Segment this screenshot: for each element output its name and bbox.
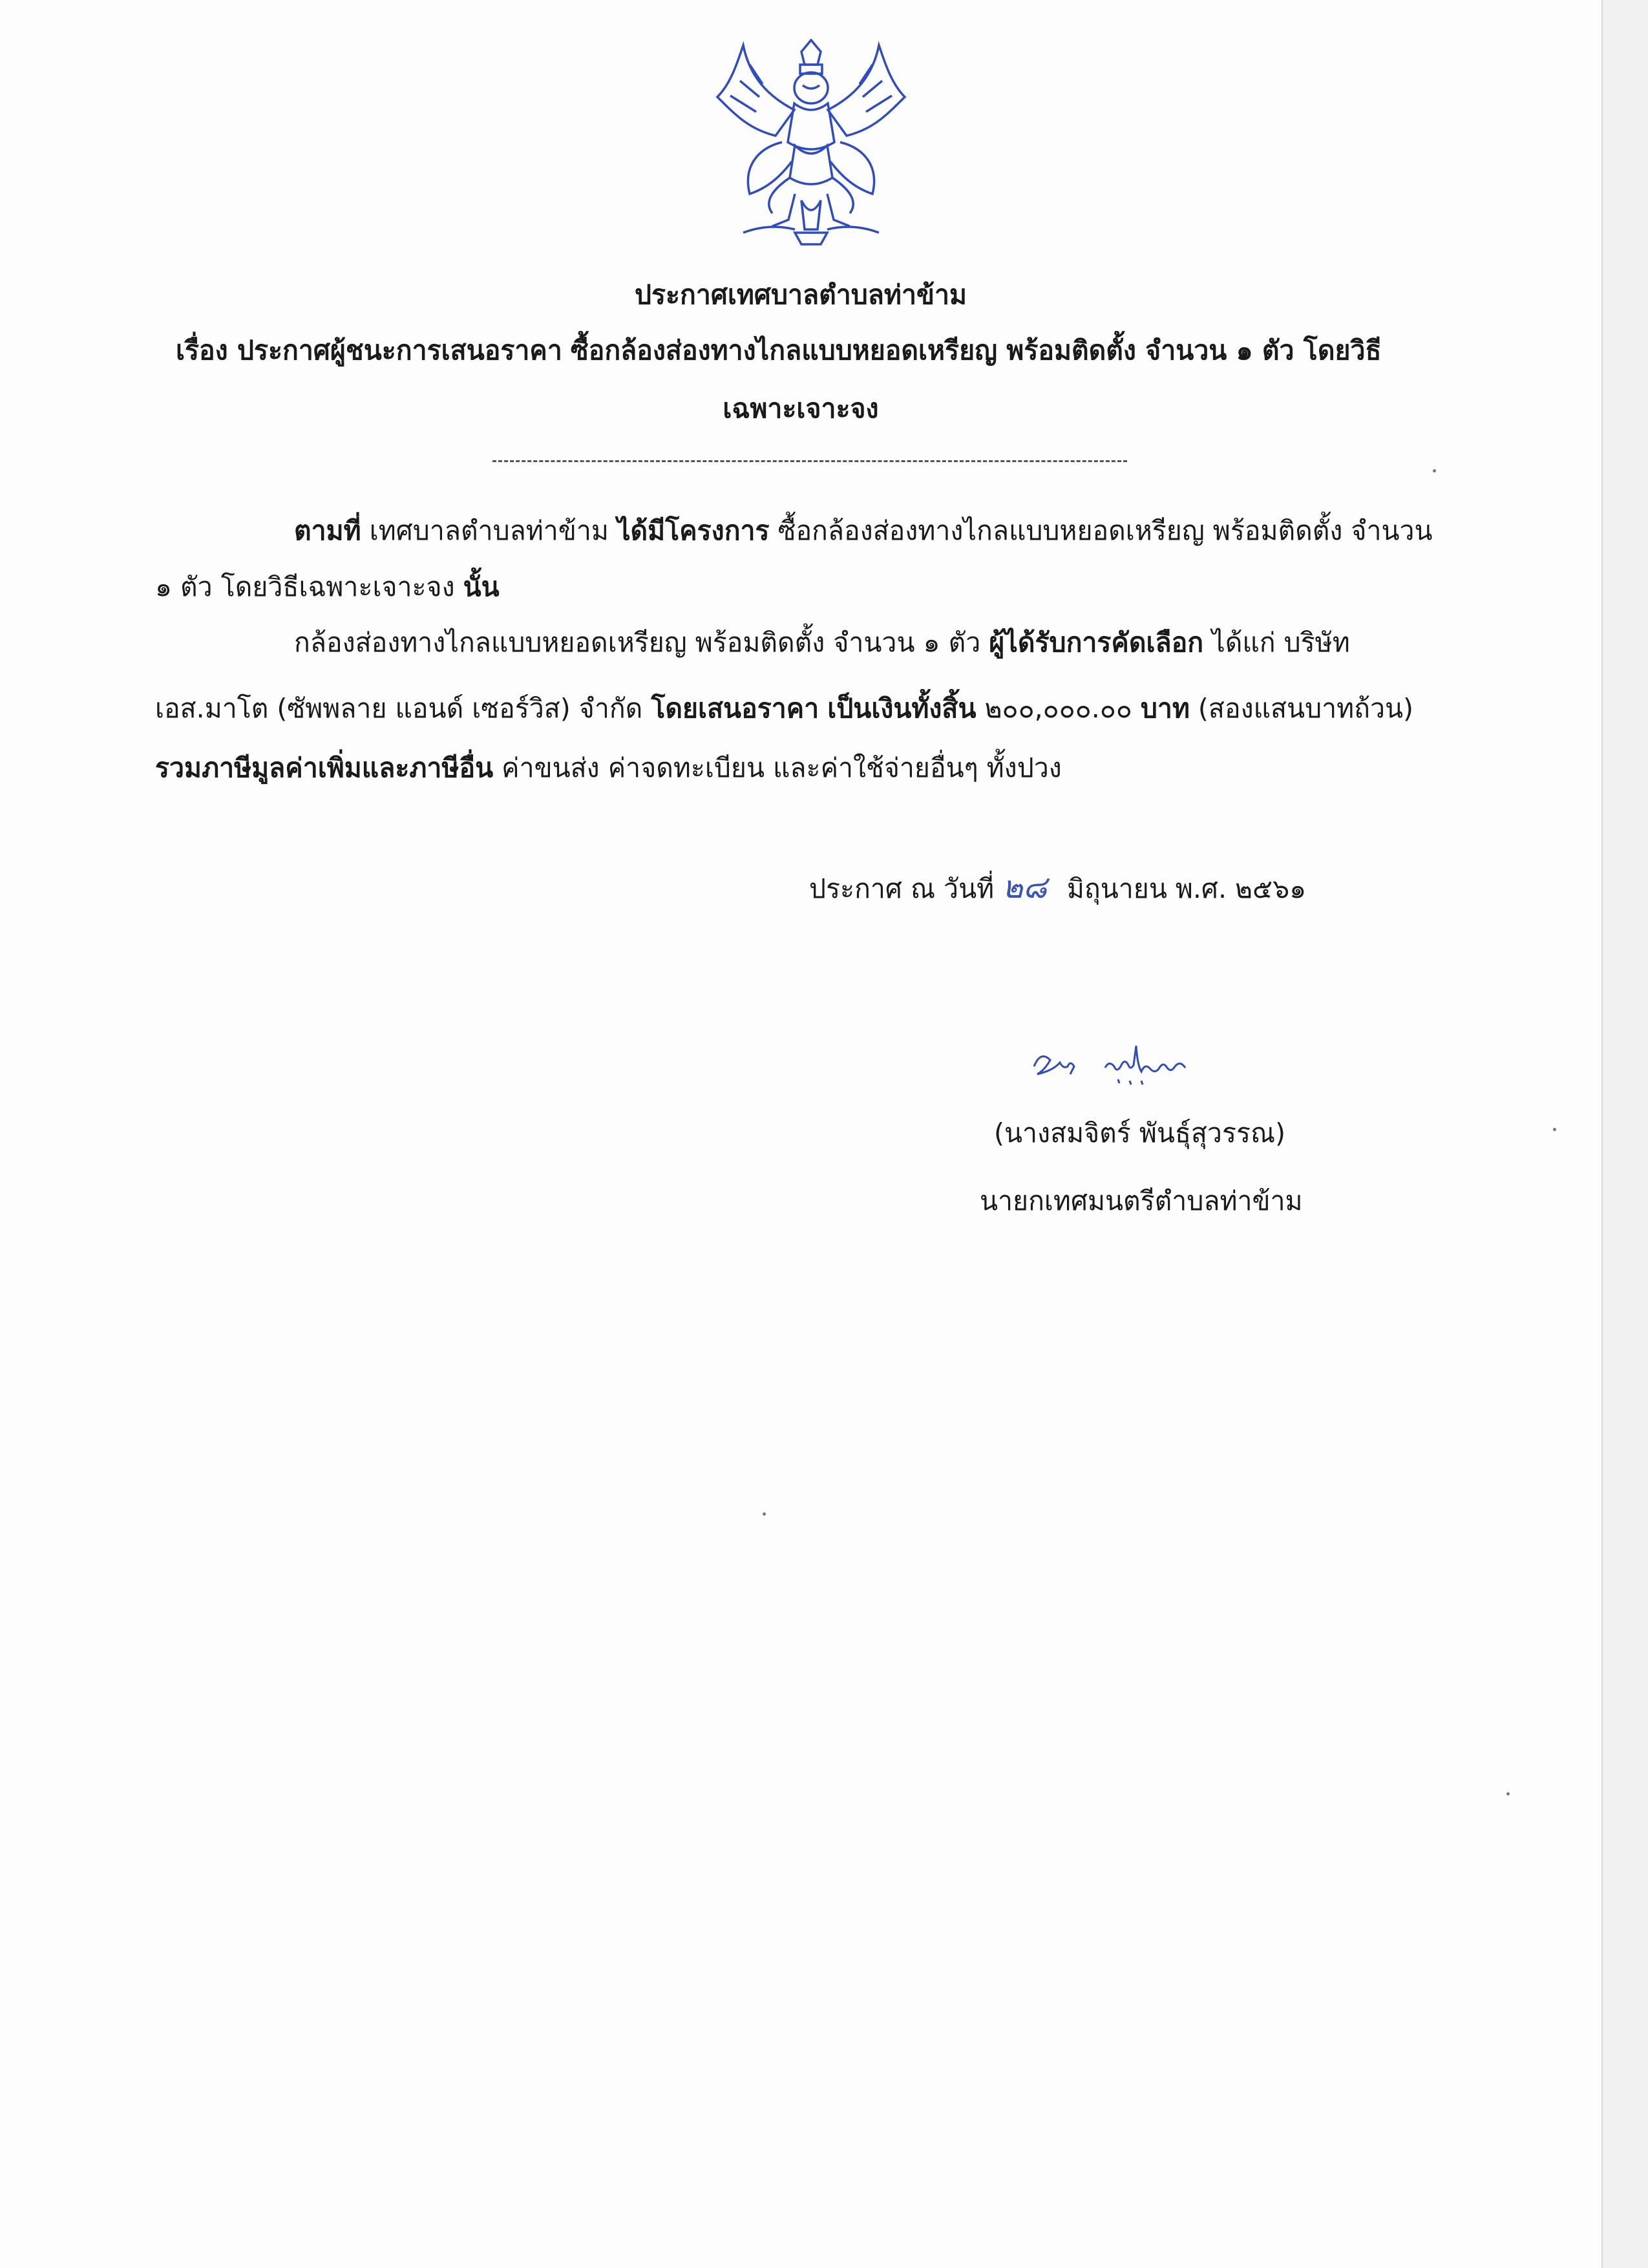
p1-text-a: เทศบาลตำบลท่าข้าม xyxy=(361,515,617,546)
paragraph-1-line-1 xyxy=(294,513,1433,549)
garuda-emblem-icon xyxy=(704,39,918,252)
p1-line2-text: ๑ ตัว โดยวิธีเฉพาะเจาะจง xyxy=(155,571,463,602)
p1-line2-bold: นั้น xyxy=(463,571,500,602)
p2-l1-bold: ผู้ได้รับการคัดเลือก xyxy=(989,627,1204,658)
subject-text: ซื้อกล้องส่องทางไกลแบบหยอดเหรียญ พร้อมติดตั้ง จำนวน ๑ ตัว โดยวิธี xyxy=(570,335,1382,366)
scan-speck xyxy=(1506,1792,1510,1796)
p1-text-c: ซื้อกล้องส่องทางไกลแบบหยอดเหรียญ พร้อมติดตั้ง จำนวน xyxy=(769,515,1433,546)
p2-l2-a: เอส.มาโต (ซัพพลาย แอนด์ เซอร์วิส) จำกัด xyxy=(155,693,651,724)
paragraph-2-line-3 xyxy=(155,750,1062,786)
p2-l2-d: (สองแสนบาทถ้วน) xyxy=(1189,693,1414,724)
scan-speck xyxy=(1433,469,1436,472)
p2-l2-bold3: บาท xyxy=(1140,693,1190,724)
subject-line xyxy=(176,332,1382,368)
scan-speck xyxy=(1553,1128,1556,1131)
handwritten-signature-icon xyxy=(1028,1041,1241,1099)
paragraph-2-line-2 xyxy=(155,690,1413,726)
p2-l3-bold: รวมภาษีมูลค่าเพิ่มและภาษีอื่น xyxy=(155,752,494,783)
date-day: ๒๘ xyxy=(1002,869,1047,906)
announcement-title: ประกาศเทศบาลตำบลท่าข้าม xyxy=(634,279,967,310)
signatory-position: นายกเทศมนตรีตำบลท่าข้าม xyxy=(980,1185,1303,1216)
date-prefix: ประกาศ ณ วันที่ xyxy=(809,873,995,904)
signatory-name: (นางสมจิตร์ พันธุ์สุวรรณ) xyxy=(994,1118,1286,1149)
p2-l1-b: ได้แก่ บริษัท xyxy=(1203,627,1350,658)
separator-line xyxy=(492,460,1127,462)
paragraph-1-line-2 xyxy=(155,569,500,605)
p2-l1-a: กล้องส่องทางไกลแบบหยอดเหรียญ พร้อมติดตั้ง จำนวน ๑ ตัว xyxy=(294,627,989,658)
p2-l2-bold1: โดยเสนอราคา xyxy=(651,693,819,724)
p2-l2-c: ๒๐๐,๐๐๐.๐๐ xyxy=(976,693,1141,724)
p1-text-b: ได้มีโครงการ xyxy=(617,515,770,546)
scan-speck xyxy=(763,1512,766,1516)
date-suffix: มิถุนายน พ.ศ. ๒๕๖๑ xyxy=(1066,873,1307,904)
p2-l2-bold2: เป็นเงินทั้งสิ้น xyxy=(827,693,977,724)
scan-edge xyxy=(1601,0,1648,2268)
subject-label: เรื่อง ประกาศผู้ชนะการเสนอราคา xyxy=(176,335,562,366)
paragraph-2-line-1 xyxy=(294,624,1350,661)
p2-l3-a: ค่าขนส่ง ค่าจดทะเบียน และค่าใช้จ่ายอื่นๆ ทั้งปวง xyxy=(493,752,1062,783)
announcement-date xyxy=(809,869,1306,907)
subject-text-continued: เฉพาะเจาะจง xyxy=(723,393,879,424)
p2-l2-b xyxy=(819,693,827,724)
p1-lead: ตามที่ xyxy=(294,515,361,546)
